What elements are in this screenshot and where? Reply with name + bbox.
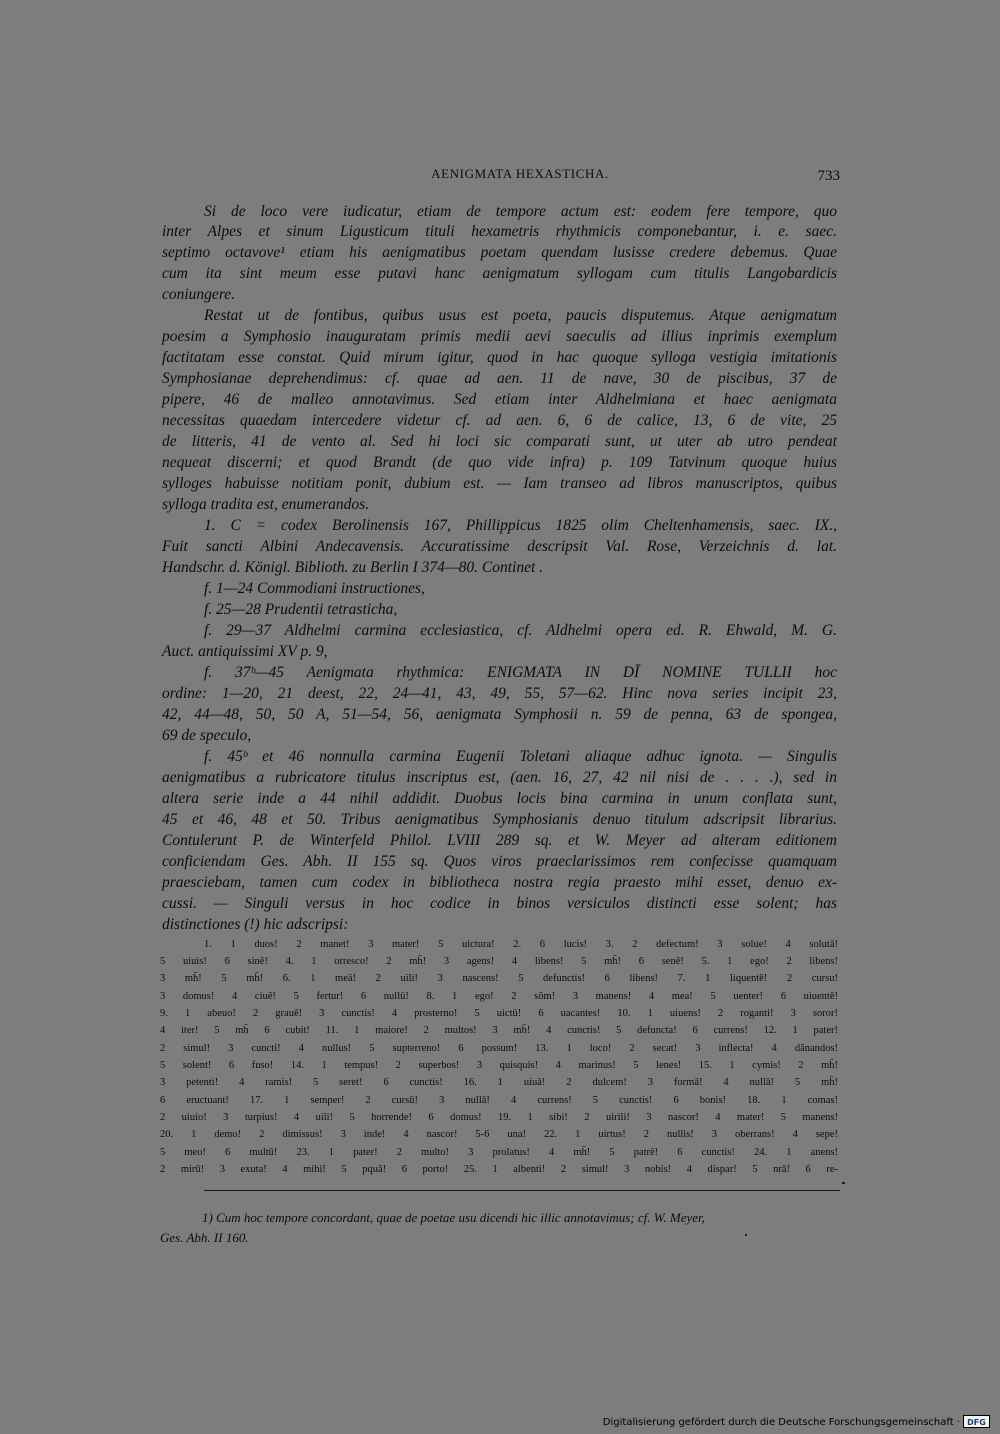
- distinction-line: 1. 1 duos! 2 manet! 3 mater! 5 uictura! 2. 6 lucis! 3. 2 defectum! 3 solue! 4 solutā!: [204, 939, 838, 950]
- body-line: cussi. — Singuli versus in hoc codice in binos versiculos distincti esse solent; has: [162, 895, 837, 912]
- distinction-line: 9. 1 abeuo! 2 grauē! 3 cunctis! 4 prosterno! 5 uictū! 6 uacantes! 10. 1 uiuens! 2 roganti! 3 soror!: [160, 1008, 838, 1019]
- body-line: pipere, 46 de malleo annotavimus. Sed etiam inter Aldhelmiana et haec aenigmata: [162, 391, 837, 408]
- dfg-logo-icon: DFG: [963, 1415, 990, 1428]
- body-line: f. 45ᵇ et 46 nonnulla carmina Eugenii Toletani aliaque adhuc ignota. — Singulis: [204, 748, 837, 765]
- footnote-rule-extension: [470, 1190, 840, 1191]
- body-line: Si de loco vere iudicatur, etiam de tempore actum est: eodem fere tempore, quo: [204, 203, 837, 220]
- body-line: Auct. antiquissimi XV p. 9,: [162, 643, 328, 660]
- body-line: 42, 44—48, 50, 50 A, 51—54, 56, aenigmata Symphosii n. 59 de penna, 63 de spongea,: [162, 706, 837, 723]
- body-line: Restat ut de fontibus, quibus usus est poeta, paucis disputemus. Atque aenigmatum: [204, 307, 837, 324]
- distinction-line: 5 solent! 6 fuso! 14. 1 tempus! 2 superbos! 3 quisquis! 4 marinus! 5 lenes! 15. 1 cymis! 2 mh̄!: [160, 1060, 838, 1071]
- body-line: sylloga tradita est, enumerandos.: [162, 496, 370, 513]
- digitization-credit: Digitalisierung gefördert durch die Deutsche Forschungsgemeinschaft ·: [602, 1417, 960, 1428]
- body-line: f. 1—24 Commodiani instructiones,: [204, 580, 425, 597]
- body-line: conficiendam Ges. Abh. II 155 sq. Quos viros praeclarissimos rem confecisse quamquam: [162, 853, 837, 870]
- distinction-line: 20. 1 demo! 2 dimissus! 3 inde! 4 nascor! 5-6 una! 22. 1 uirtus! 2 nullis! 3 oberrans! 4 sepe!: [160, 1129, 838, 1140]
- distinction-line: 5 meo! 6 multū! 23. 1 pater! 2 multo! 3 prolatus! 4 mh̄! 5 patrē! 6 cunctis! 24. 1 anens!: [160, 1147, 838, 1158]
- body-line: poesim a Symphosio inauguratam primis medii aevi saeculis ad illius inprimis exemplum: [162, 328, 837, 345]
- body-line: 69 de speculo,: [162, 727, 252, 744]
- distinction-line: 3 petenti! 4 ramis! 5 seret! 6 cunctis! 16. 1 uiuā! 2 dulcem! 3 formā! 4 nullā! 5 mh̄!: [160, 1077, 838, 1088]
- distinction-line: 2 uiuio! 3 turpius! 4 uili! 5 horrende! 6 domus! 19. 1 sibi! 2 uirili! 3 nascor! 4 mater! 5 manens!: [160, 1112, 838, 1123]
- body-line: ordine: 1—20, 21 deest, 22, 24—41, 43, 49, 55, 57—62. Hinc nova series incipit 23,: [162, 685, 837, 702]
- body-line: altera serie inde a 44 nihil addidit. Duobus locis bina carmina in unum conflata sunt,: [162, 790, 837, 807]
- distinction-line: 4 iter! 5 mh̄ 6 cubit! 11. 1 maiore! 2 multos! 3 mh̄! 4 cunctis! 5 defuncta! 6 currens! 12. 1 pater!: [160, 1025, 838, 1036]
- body-line: Handschr. d. Königl. Biblioth. zu Berlin I 374—80. Continet .: [162, 559, 544, 576]
- print-speck: [745, 1234, 747, 1236]
- body-line: f. 25—28 Prudentii tetrasticha,: [204, 601, 398, 618]
- distinction-line: 3 domus! 4 ciuē! 5 fertur! 6 nullū! 8. 1 ego! 2 sōm! 3 manens! 4 mea! 5 uenter! 6 uiuentē!: [160, 991, 838, 1002]
- distinction-line: 2 mirū! 3 exuta! 4 mihi! 5 pquā! 6 porto! 25. 1 albenti! 2 simul! 3 nobis! 4 dispar! 5 nrā! 6 re-: [160, 1164, 838, 1175]
- running-head: AENIGMATA HEXASTICHA.: [431, 166, 609, 181]
- body-line: Fuit sancti Albini Andecavensis. Accuratissime descripsit Val. Rose, Verzeichnis d. lat.: [162, 538, 837, 555]
- body-line: 1. C = codex Berolinensis 167, Phillippicus 1825 olim Cheltenhamensis, saec. IX.,: [204, 517, 837, 534]
- footnote-line: Ges. Abh. II 160.: [160, 1230, 249, 1245]
- body-line: sylloges habuisse notitiam ponit, dubium est. — Iam transeo ad libros manuscriptos, quibus: [162, 475, 837, 492]
- body-line: factitatam esse constat. Quid mirum igitur, quod in hac quoque sylloga vestigia imitationis: [162, 349, 837, 366]
- page-number: 733: [817, 168, 840, 184]
- footnote-rule: [204, 1190, 474, 1191]
- body-line: 45 et 46, 48 et 50. Tribus aenigmatibus Symphosianis denuo titulum adscripsit librarius.: [162, 811, 837, 828]
- body-line: distinctiones (!) hic adscripsi:: [162, 916, 349, 933]
- body-line: necessitas quaedam intercedere videtur cf. ad aen. 6, 6 de calice, 13, 6 de vite, 25: [162, 412, 837, 429]
- body-line: Contulerunt P. de Winterfeld Philol. LVIII 289 sq. et W. Meyer ad alteram editionem: [162, 832, 837, 849]
- body-line: nequeat discerni; et quod Brandt (de quo vide infra) p. 109 Tatvinum quoque huius: [162, 454, 837, 471]
- body-line: f. 37ᵇ—45 Aenigmata rhythmica: ENIGMATA IN DĪ NOMINE TULLII hoc: [204, 664, 837, 681]
- body-line: aenigmatibus a rubricatore titulus inscriptus est, (aen. 16, 27, 42 nil nisi de . . . .), sed in: [162, 769, 837, 786]
- body-line: praesciebam, tamen cum codex in bibliotheca nostra regia praesto mihi esset, denuo ex-: [162, 874, 837, 891]
- body-line: coniungere.: [162, 286, 236, 303]
- print-speck: [842, 1182, 845, 1184]
- distinction-line: 2 simul! 3 cuncti! 4 nullus! 5 supterreno! 6 possum! 13. 1 loco! 2 secat! 3 inflecta! 4 dānandos!: [160, 1043, 838, 1054]
- body-line: inter Alpes et sinum Ligusticum tituli hexametris rhythmicis componebantur, i. e. saec.: [162, 223, 837, 240]
- body-line: f. 29—37 Aldhelmi carmina ecclesiastica, cf. Aldhelmi opera ed. R. Ehwald, M. G.: [204, 622, 837, 639]
- distinction-line: 6 eructuant! 17. 1 semper! 2 cursū! 3 nullā! 4 currens! 5 cunctis! 6 bonis! 18. 1 comas!: [160, 1095, 838, 1106]
- footnote-line: 1) Cum hoc tempore concordant, quae de poetae usu dicendi hic illic annotavimus; cf. W. Meyer,: [202, 1210, 705, 1225]
- body-line: septimo octavove¹ etiam his aenigmatibus poetam quendam lusisse credere debemus. Quae: [162, 244, 837, 261]
- body-line: Symphosianae deprehendimus: cf. quae ad aen. 11 de nave, 30 de piscibus, 37 de: [162, 370, 837, 387]
- distinction-line: 5 uiuis! 6 sinē! 4. 1 orresco! 2 mh̄! 3 agens! 4 libens! 5 mh̄! 6 senē! 5. 1 ego! 2 libens!: [160, 956, 838, 967]
- distinction-line: 3 mh̄! 5 mh̄! 6. 1 meā! 2 uili! 3 nascens! 5 defunctis! 6 libens! 7. 1 liquentē! 2 cursu!: [160, 973, 838, 984]
- body-line: de litteris, 41 de vento al. Sed hi loci sic comparati sunt, ut uter ab utro pendeat: [162, 433, 837, 450]
- body-line: cum ita sint meum esse putavi hanc aenigmatum syllogam cum titulis Langobardicis: [162, 265, 837, 282]
